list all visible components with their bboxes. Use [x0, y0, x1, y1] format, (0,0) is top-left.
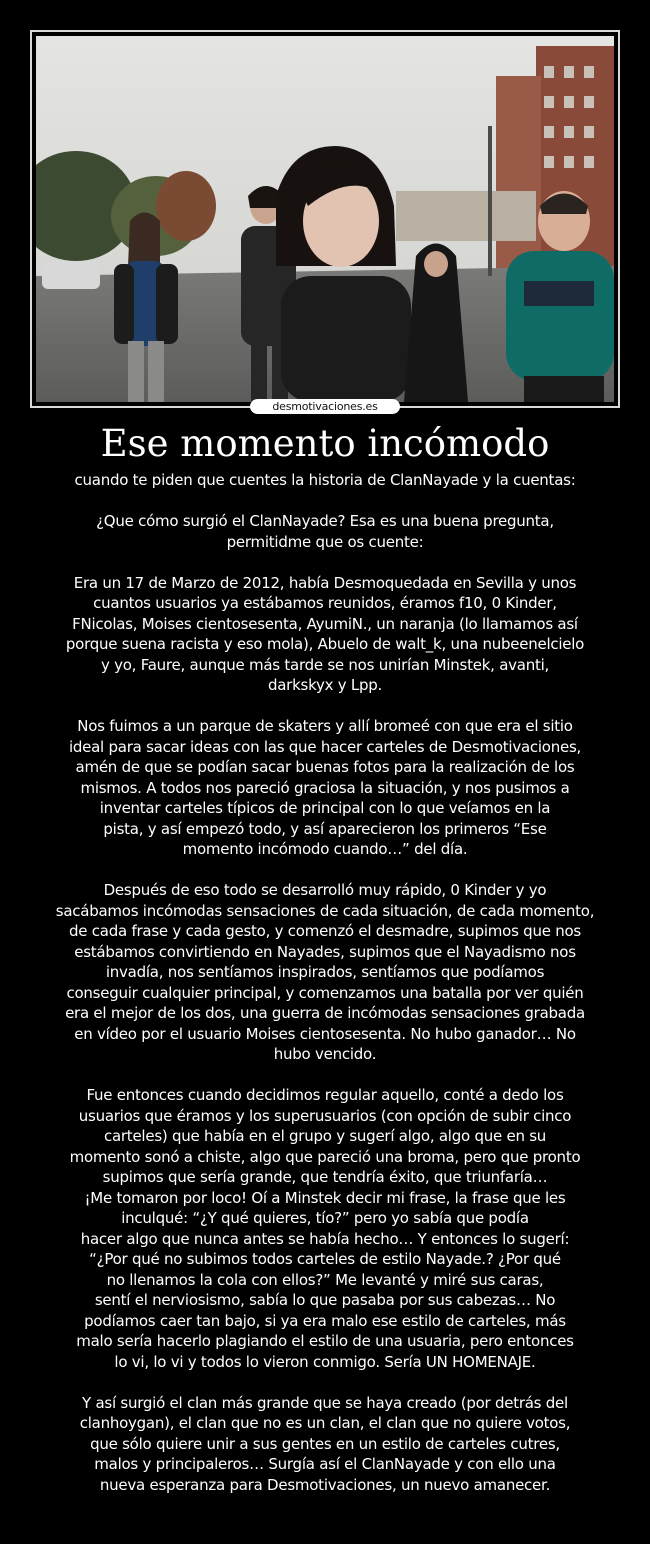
- text-line: hacer algo que nunca antes se había hecho… Y entonces lo sugerí:: [80, 1229, 570, 1248]
- text-line: usuarios que éramos y los superusuarios (con opción de subir cinco: [78, 1106, 572, 1125]
- text-line: cuantos usuarios ya estábamos reunidos, éramos f10, 0 Kinder,: [93, 594, 557, 612]
- text-line: FNicolas, Moises cientosesenta, AyumiN., un naranja (lo llamamos así: [72, 614, 578, 633]
- group-photo: [36, 36, 614, 402]
- text-line: nueva esperanza para Desmotivaciones, un nuevo amanecer.: [99, 1475, 551, 1494]
- poster-body-text: [28, 470, 622, 1495]
- text-line: ¡Me tomaron por loco! Oí a Minstek decir mi frase, la frase que les: [84, 1188, 566, 1207]
- text-line: momento sonó a chiste, algo que pareció una broma, pero que pronto: [69, 1147, 581, 1166]
- text-line: hubo vencido.: [273, 1045, 377, 1063]
- text-line: conseguir cualquier principal, y comenzamos una batalla por ver quién: [66, 983, 584, 1002]
- site-watermark: desmotivaciones.es: [250, 399, 400, 414]
- text-line: estábamos convirtiendo en Nayades, supimos que el Nayadismo nos: [74, 942, 576, 961]
- paragraph: [28, 573, 622, 696]
- text-line: amén de que se podían sacar buenas fotos para la realización de los: [75, 758, 575, 776]
- paragraph: [28, 1393, 622, 1496]
- text-line: malo sería hacerlo plagiando el estilo de una usuaria, pero entonces: [76, 1332, 574, 1350]
- text-line: Después de eso todo se desarrolló muy rápido, 0 Kinder y yo: [103, 881, 547, 899]
- street-scene-image: [36, 36, 614, 402]
- poster-title: Ese momento incómodo: [100, 422, 550, 465]
- text-line: y yo, Faure, aunque más tarde se nos unirían Minstek, avanti,: [100, 655, 550, 674]
- text-line: porque suena racista y eso mola), Abuelo de walt_k, una nubeenelcielo: [65, 635, 585, 653]
- text-line: ideal para sacar ideas con las que hacer carteles de Desmotivaciones,: [68, 737, 582, 756]
- paragraph: [28, 511, 622, 552]
- text-line: supimos que sería grande, que tendría éxito, que triunfaría…: [102, 1168, 548, 1186]
- text-line: ¿Que cómo surgió el ClanNayade? Esa es una buena pregunta,: [96, 512, 554, 530]
- text-line: en vídeo por el usuario Moises cientosesenta. No hubo ganador… No: [74, 1024, 576, 1043]
- text-line: carteles) que había en el grupo y sugerí algo, algo que en su: [103, 1127, 547, 1145]
- photo-frame: [30, 30, 620, 408]
- text-line: sentí el nerviosismo, sabía lo que pasaba por sus cabezas… No: [94, 1291, 556, 1309]
- text-line: Fue entonces cuando decidimos regular aquello, conté a dedo los: [86, 1086, 564, 1104]
- text-line: cuando te piden que cuentes la historia de ClanNayade y la cuentas:: [74, 471, 576, 489]
- text-line: permitidme que os cuente:: [226, 532, 424, 551]
- text-line: mismos. A todos nos pareció graciosa la situación, y nos pusimos a: [80, 778, 570, 797]
- text-line: Era un 17 de Marzo de 2012, había Desmoquedada en Sevilla y unos: [73, 573, 577, 592]
- text-line: invadía, nos sentíamos inspirados, sentíamos que podíamos: [105, 963, 545, 981]
- text-line: clanhoygan), el clan que no es un clan, el clan que no quiere votos,: [79, 1414, 571, 1432]
- text-line: podíamos caer tan bajo, si ya era malo ese estilo de carteles, más: [84, 1311, 566, 1330]
- text-line: inculqué: “¿Y qué quieres, tío?” pero yo sabía que podía: [121, 1209, 529, 1227]
- text-line: de cada frase y cada gesto, y comenzó el desmadre, supimos que nos: [69, 922, 581, 940]
- text-line: lo vi, lo vi y todos lo vieron conmigo. Sería UN HOMENAJE.: [114, 1352, 536, 1371]
- text-line: momento incómodo cuando…” del día.: [182, 840, 468, 858]
- paragraph: [28, 1085, 622, 1372]
- text-line: darkskyx y Lpp.: [267, 676, 383, 694]
- text-line: sacábamos incómodas sensaciones de cada situación, de cada momento,: [55, 901, 595, 920]
- text-line: “¿Por qué no subimos todos carteles de estilo Nayade.? ¿Por qué: [89, 1250, 561, 1268]
- paragraph: [28, 880, 622, 1065]
- text-line: malos y principaleros… Surgía así el ClanNayade y con ello una: [94, 1455, 556, 1473]
- text-line: inventar carteles típicos de principal con lo que veíamos en la: [99, 799, 551, 817]
- text-line: que sólo quiere unir a sus gentes en un estilo de carteles cutres,: [90, 1434, 560, 1453]
- text-line: pista, y así empezó todo, y así aparecieron los primeros “Ese: [103, 819, 547, 838]
- paragraph: [28, 470, 622, 491]
- text-line: Y así surgió el clan más grande que se haya creado (por detrás del: [82, 1393, 568, 1412]
- text-line: no llenamos la cola con ellos?” Me levanté y miré sus caras,: [106, 1270, 544, 1289]
- text-line: Nos fuimos a un parque de skaters y allí bromeé con que era el sitio: [77, 717, 573, 735]
- paragraph: [28, 716, 622, 860]
- text-line: era el mejor de los dos, una guerra de incómodas sensaciones grabada: [65, 1004, 585, 1022]
